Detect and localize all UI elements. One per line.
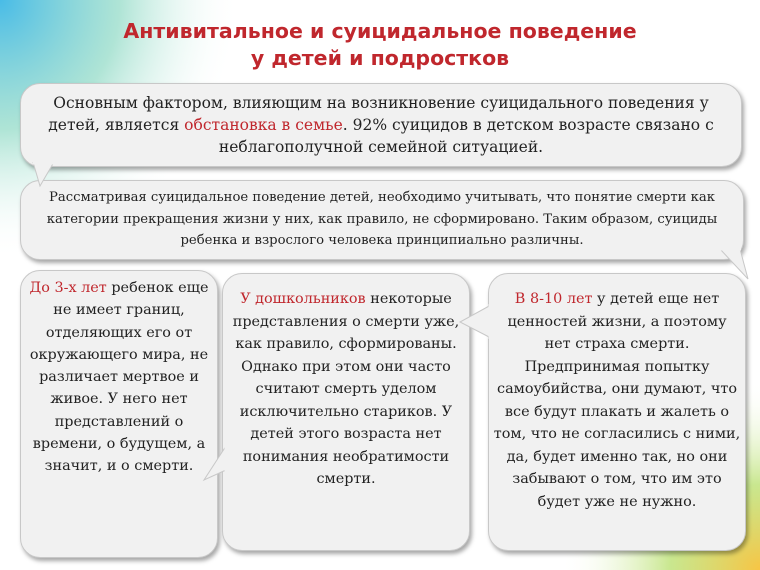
age-8-10-body: у детей еще нет ценностей жизни, а поэтому нет страха смерти. Предпринимая попытку самоубийства, они думают, что все будут плакать и жалеть о том, что не согласились с ними, да, будет именно так, но они забывают о том, что им это будет уже не нужно. xyxy=(493,291,741,510)
callout-tail-age-8-10 xyxy=(458,300,498,350)
family-factor-text-start: Основным фактором, влияющим на возникновение суицидального поведения у детей, является xyxy=(48,94,709,134)
callout-tail-middle xyxy=(718,245,758,285)
age-8-10-text xyxy=(493,288,741,513)
title-line-2: у детей и подростков xyxy=(250,46,510,70)
age-under-3-callout xyxy=(20,270,218,558)
family-factor-text-end: . 92% суицидов в детском возрасте связано с неблагополучной семейной ситуацией. xyxy=(218,116,714,156)
age-under-3-text xyxy=(25,277,213,478)
family-factor-text xyxy=(29,92,733,158)
death-concept-callout xyxy=(20,180,744,260)
preschool-callout xyxy=(222,273,470,551)
family-factor-highlight: обстановка в семье xyxy=(184,116,343,134)
callout-tail-preschool xyxy=(202,440,242,500)
age-under-3-body: ребенок еще не имеет границ, отделяющих его от окружающего мира, не различает мертвое и живое. У него нет представлений о времени, о будущем, а значит, и о смерти. xyxy=(29,280,209,475)
page-title xyxy=(60,18,700,72)
age-8-10-callout xyxy=(488,273,746,551)
preschool-body: некоторые представления о смерти уже, как правило, сформированы. Однако при этом они часто считают смерть уделом исключительно стариков. У детей этого возраста нет понимания необратимости смерти. xyxy=(232,291,460,487)
death-concept-text: Рассматривая суицидальное поведение детей, необходимо учитывать, что понятие смерти как категории прекращения жизни у них, как правило, не сформировано. Таким образом, суициды ребенка и взрослого человека принципиально различны. xyxy=(46,190,718,248)
callout-tail-top xyxy=(30,160,70,190)
age-8-10-highlight: В 8-10 лет xyxy=(514,291,593,307)
preschool-highlight: У дошкольников xyxy=(240,291,366,307)
title-line-1: Антивитальное и суицидальное поведение xyxy=(123,19,637,43)
preschool-text xyxy=(229,288,463,491)
age-under-3-highlight: До 3-х лет xyxy=(29,280,107,296)
family-factor-callout xyxy=(20,83,742,167)
